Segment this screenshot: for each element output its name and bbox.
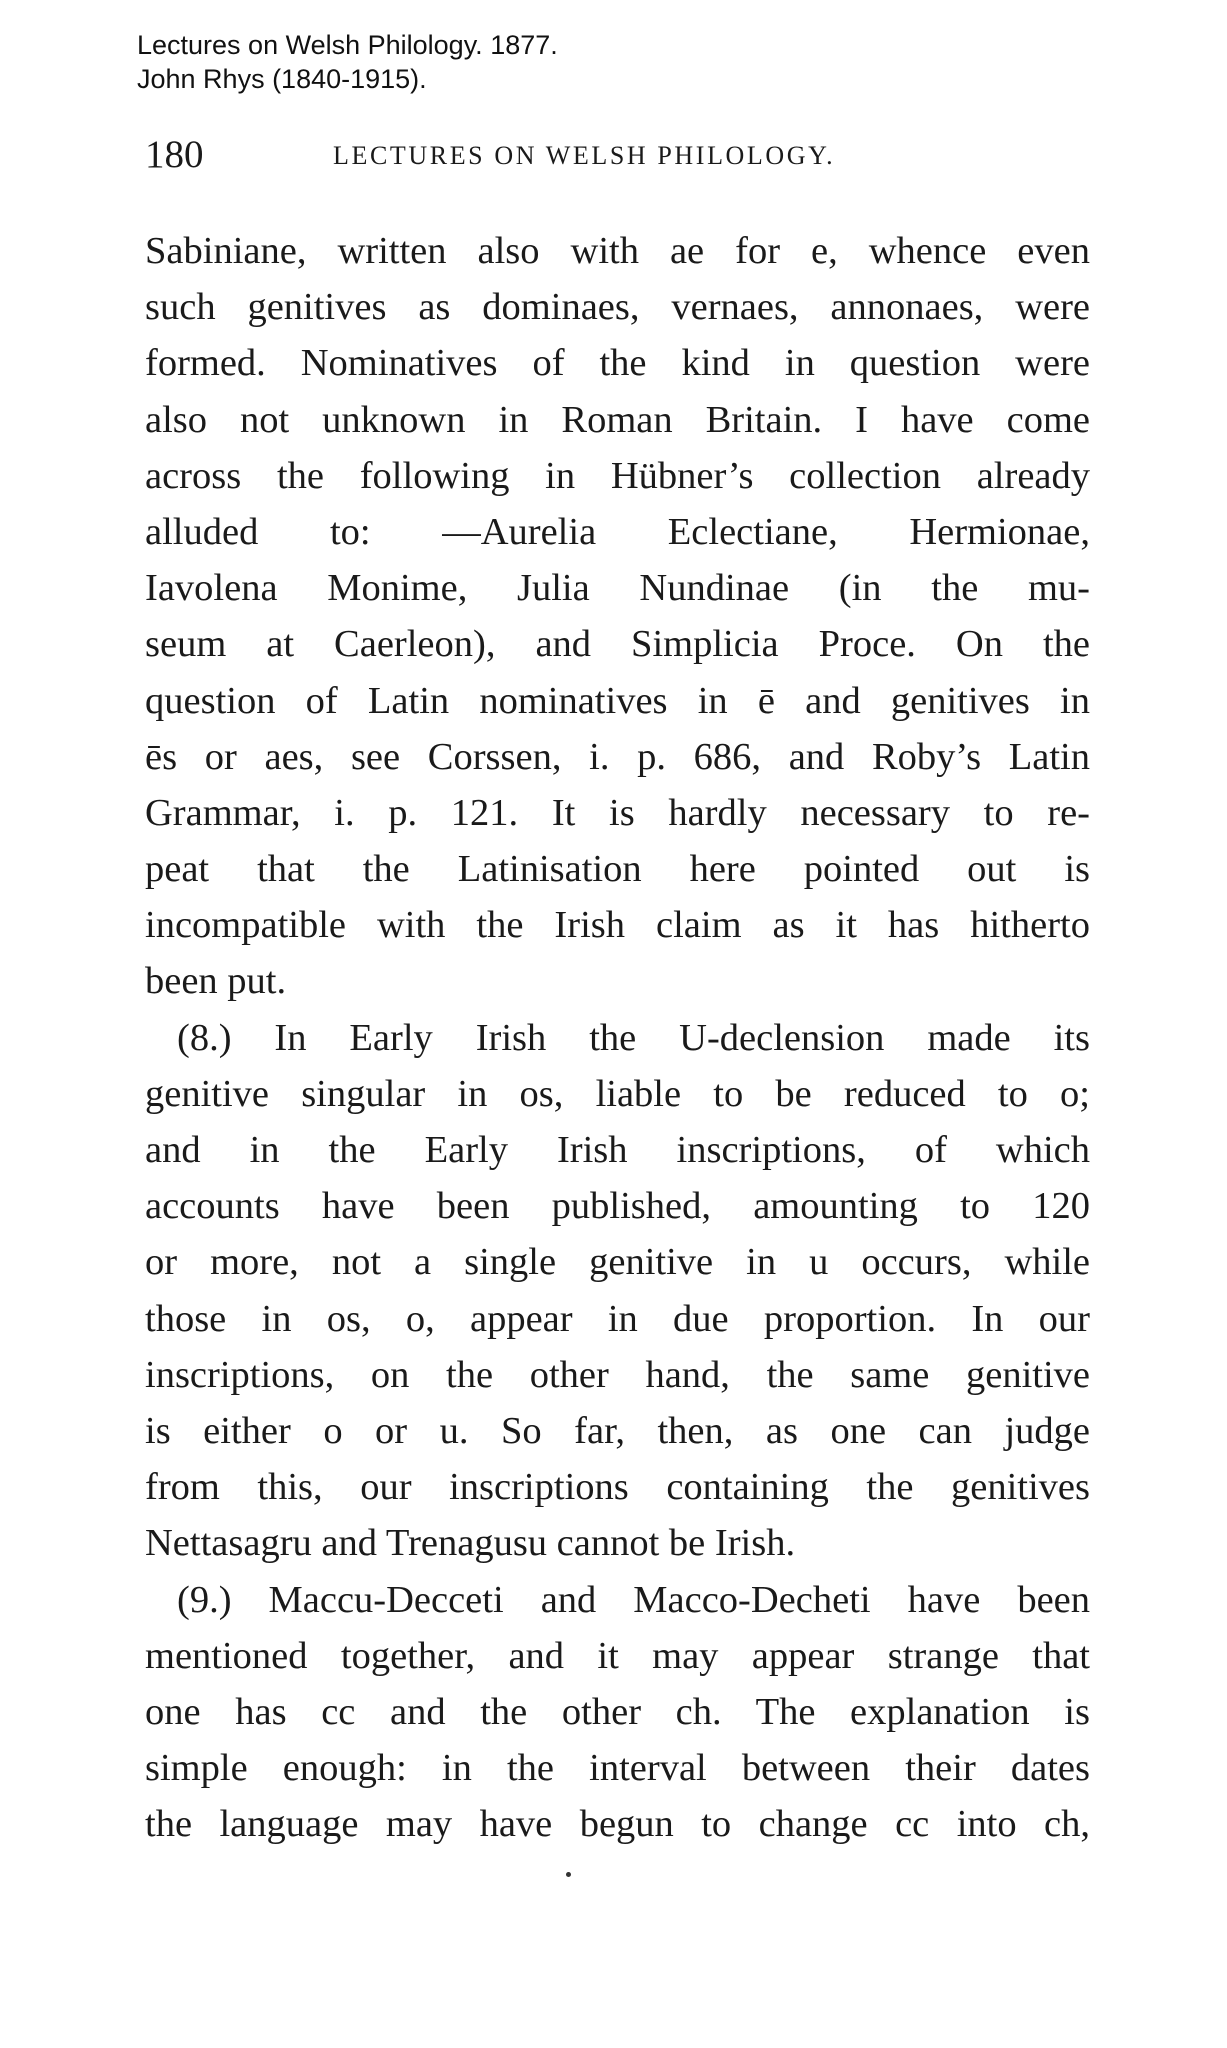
text-line: genitive singular in os, liable to be reduced to o;: [145, 1072, 1090, 1115]
text-line: such genitives as dominaes, vernaes, annonaes, were: [145, 286, 1090, 329]
text-line: Iavolena Monime, Julia Nundinae (in the mu-: [145, 567, 1090, 610]
running-title: LECTURES ON WELSH PHILOLOGY.: [333, 141, 836, 170]
source-citation: [137, 28, 558, 96]
source-title-line: Lectures on Welsh Philology. 1877.: [137, 30, 558, 60]
text-line: or more, not a single genitive in u occurs, while: [145, 1241, 1090, 1284]
text-line: across the following in Hübner’s collection already: [145, 454, 1090, 497]
text-line: also not unknown in Roman Britain. I have come: [145, 398, 1090, 441]
text-line: Sabiniane, written also with ae for e, whence even: [145, 230, 1090, 272]
text-line: and in the Early Irish inscriptions, of which: [145, 1129, 1090, 1171]
printing-speck: [566, 1872, 571, 1877]
text-line: accounts have been published, amounting to 120: [145, 1185, 1090, 1228]
text-line: peat that the Latinisation here pointed out is: [145, 848, 1090, 891]
text-line: ēs or aes, see Corssen, i. p. 686, and Roby’s Latin: [145, 735, 1090, 778]
text-line: is either o or u. So far, then, as one can judge: [145, 1409, 1090, 1452]
text-line: incompatible with the Irish claim as it has hitherto: [145, 904, 1090, 947]
text-line: from this, our inscriptions containing the genitives: [145, 1466, 1090, 1509]
text-line: been put.: [145, 960, 287, 1003]
text-line: mentioned together, and it may appear strange that: [145, 1634, 1090, 1677]
text-line: the language may have begun to change cc into ch,: [145, 1803, 1090, 1846]
text-line: formed. Nominatives of the kind in question were: [145, 342, 1090, 385]
page-number: 180: [145, 133, 204, 176]
source-author-line: John Rhys (1840-1915).: [137, 64, 427, 94]
text-line: inscriptions, on the other hand, the same genitive: [145, 1353, 1090, 1396]
text-line: those in os, o, appear in due proportion. In our: [145, 1297, 1090, 1340]
text-line: Grammar, i. p. 121. It is hardly necessary to re-: [145, 791, 1090, 834]
text-line: Nettasagru and Trenagusu cannot be Irish.: [145, 1522, 796, 1565]
running-head: [145, 130, 1105, 180]
text-line: alluded to: —Aurelia Eclectiane, Hermionae,: [145, 510, 1090, 553]
text-line: question of Latin nominatives in ē and genitives in: [145, 679, 1090, 722]
text-line: seum at Caerleon), and Simplicia Proce. On the: [145, 623, 1090, 666]
text-line: simple enough: in the interval between their dates: [145, 1747, 1090, 1790]
text-line: (8.) In Early Irish the U-declension made its: [177, 1016, 1090, 1059]
text-line: one has cc and the other ch. The explanation is: [145, 1690, 1090, 1733]
text-line: (9.) Maccu-Decceti and Macco-Decheti have been: [177, 1578, 1090, 1621]
body-text: [145, 223, 1090, 1852]
